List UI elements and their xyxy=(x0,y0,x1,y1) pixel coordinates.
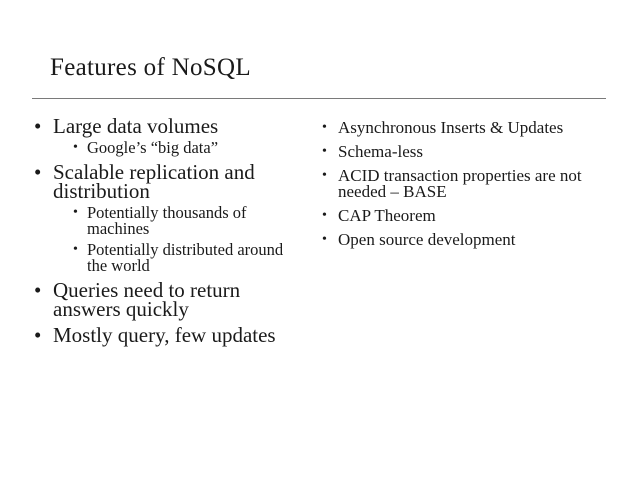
bullet-icon: • xyxy=(34,160,42,184)
bullet-icon: • xyxy=(34,278,42,302)
bullet-item xyxy=(34,323,304,347)
sub-bullet-item xyxy=(73,205,304,237)
bullet-text: ACID transaction properties are not needed – BASE xyxy=(338,166,582,201)
sub-bullet-item xyxy=(73,242,304,274)
bullet-item xyxy=(322,120,622,136)
right-bullet-list xyxy=(322,120,622,256)
bullet-text: Queries need to return answers quickly xyxy=(53,278,241,321)
bullet-icon: • xyxy=(322,208,327,223)
bullet-icon: • xyxy=(73,205,78,220)
title-divider xyxy=(32,98,606,99)
bullet-text: CAP Theorem xyxy=(338,206,436,225)
bullet-item xyxy=(322,208,622,224)
bullet-icon: • xyxy=(322,232,327,247)
bullet-item xyxy=(322,232,622,248)
bullet-text: Asynchronous Inserts & Updates xyxy=(338,118,564,137)
bullet-icon: • xyxy=(322,120,327,135)
sub-bullet-text: Potentially distributed around the world xyxy=(87,240,284,275)
sub-bullet-item xyxy=(73,140,304,156)
sub-bullet-list xyxy=(53,205,304,274)
bullet-item xyxy=(322,144,622,160)
bullet-text: Scalable replication and distribution xyxy=(53,160,255,203)
bullet-icon: • xyxy=(34,323,42,347)
bullet-icon: • xyxy=(322,168,327,183)
bullet-item xyxy=(34,278,304,321)
bullet-icon: • xyxy=(73,242,78,257)
sub-bullet-list xyxy=(53,140,304,156)
bullet-icon: • xyxy=(34,114,42,138)
bullet-item xyxy=(34,114,304,157)
bullet-text: Mostly query, few updates xyxy=(53,323,276,347)
left-bullet-list xyxy=(34,114,304,352)
slide-title: Features of NoSQL xyxy=(50,54,251,81)
bullet-text: Open source development xyxy=(338,230,516,249)
bullet-text: Large data volumes xyxy=(53,114,219,138)
bullet-item xyxy=(322,168,622,200)
bullet-item xyxy=(34,160,304,275)
sub-bullet-text: Potentially thousands of machines xyxy=(87,203,247,238)
sub-bullet-text: Google’s “big data” xyxy=(87,138,219,157)
bullet-icon: • xyxy=(322,144,327,159)
bullet-text: Schema-less xyxy=(338,142,423,161)
bullet-icon: • xyxy=(73,140,78,155)
